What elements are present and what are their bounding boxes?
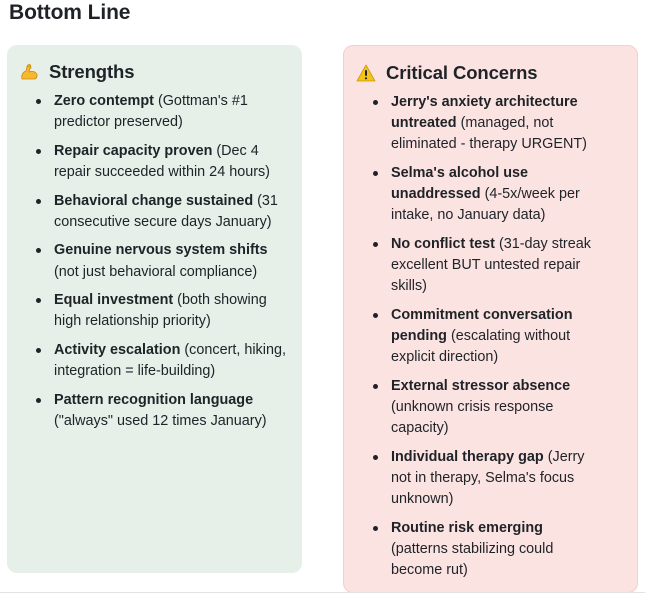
item-detail: (31 consecutive secure days January) — [54, 192, 278, 230]
item-heading: Genuine nervous system shifts — [54, 242, 268, 259]
item-detail: ("always" used 12 times January) — [54, 412, 267, 429]
item-heading: Routine risk emerging — [391, 520, 543, 536]
item-heading: Individual therapy gap — [391, 449, 544, 465]
item-heading: Pattern recognition language — [54, 391, 254, 408]
item-heading: External stressor absence — [391, 378, 571, 394]
strengths-card — [7, 45, 302, 573]
list-item — [54, 340, 290, 382]
flexed-biceps-icon — [19, 62, 39, 82]
list-item — [391, 234, 603, 298]
strengths-title: Strengths — [49, 61, 135, 82]
item-heading: Activity escalation — [54, 341, 181, 358]
item-detail: (Gottman's #1 predictor preserved) — [54, 93, 248, 131]
item-detail: (concert, hiking, integration = life-building) — [54, 341, 286, 380]
list-item — [391, 305, 603, 369]
concerns-card — [343, 45, 638, 593]
list-item — [391, 92, 603, 156]
item-heading: Selma's alcohol use unaddressed — [391, 165, 528, 203]
item-detail: (Jerry not in therapy, Selma's focus unknown) — [391, 449, 585, 508]
item-heading: Commitment conversation pending — [391, 307, 573, 345]
item-detail: (31-day streak excellent BUT untested repair skills) — [391, 236, 591, 295]
list-item — [391, 163, 603, 227]
item-heading: Equal investment — [54, 292, 174, 309]
list-item — [54, 240, 290, 282]
item-detail: (escalating without explicit direction) — [391, 328, 571, 366]
list-item — [54, 91, 290, 133]
item-detail: (both showing high relationship priority) — [54, 292, 267, 330]
item-heading: No conflict test — [391, 236, 495, 252]
strengths-list — [54, 91, 290, 440]
list-item — [391, 376, 603, 440]
list-item — [54, 390, 290, 432]
item-detail: (Dec 4 repair succeeded within 24 hours) — [54, 142, 270, 180]
concerns-title: Critical Concerns — [386, 62, 538, 83]
list-item — [54, 191, 290, 233]
item-heading: Jerry's anxiety architecture untreated — [391, 94, 578, 132]
item-heading: Repair capacity proven — [54, 142, 213, 159]
strengths-header — [19, 60, 134, 84]
item-detail: (patterns stabilizing could become rut) — [391, 541, 554, 579]
item-heading: Zero contempt — [54, 93, 154, 109]
concerns-list — [391, 92, 603, 589]
concerns-header — [356, 61, 538, 85]
warning-triangle-icon — [356, 63, 376, 83]
item-detail: (unknown crisis response capacity) — [391, 399, 554, 437]
list-item — [54, 141, 290, 183]
list-item — [54, 290, 290, 332]
list-item — [391, 447, 603, 511]
item-detail: (managed, not eliminated - therapy URGENT) — [391, 115, 587, 153]
item-heading: Behavioral change sustained — [54, 192, 254, 209]
item-detail: (not just behavioral compliance) — [54, 263, 258, 280]
page-title: Bottom Line — [9, 1, 131, 24]
bottom-divider — [0, 592, 645, 593]
item-detail: (4-5x/week per intake, no January data) — [391, 186, 580, 224]
list-item — [391, 518, 603, 582]
